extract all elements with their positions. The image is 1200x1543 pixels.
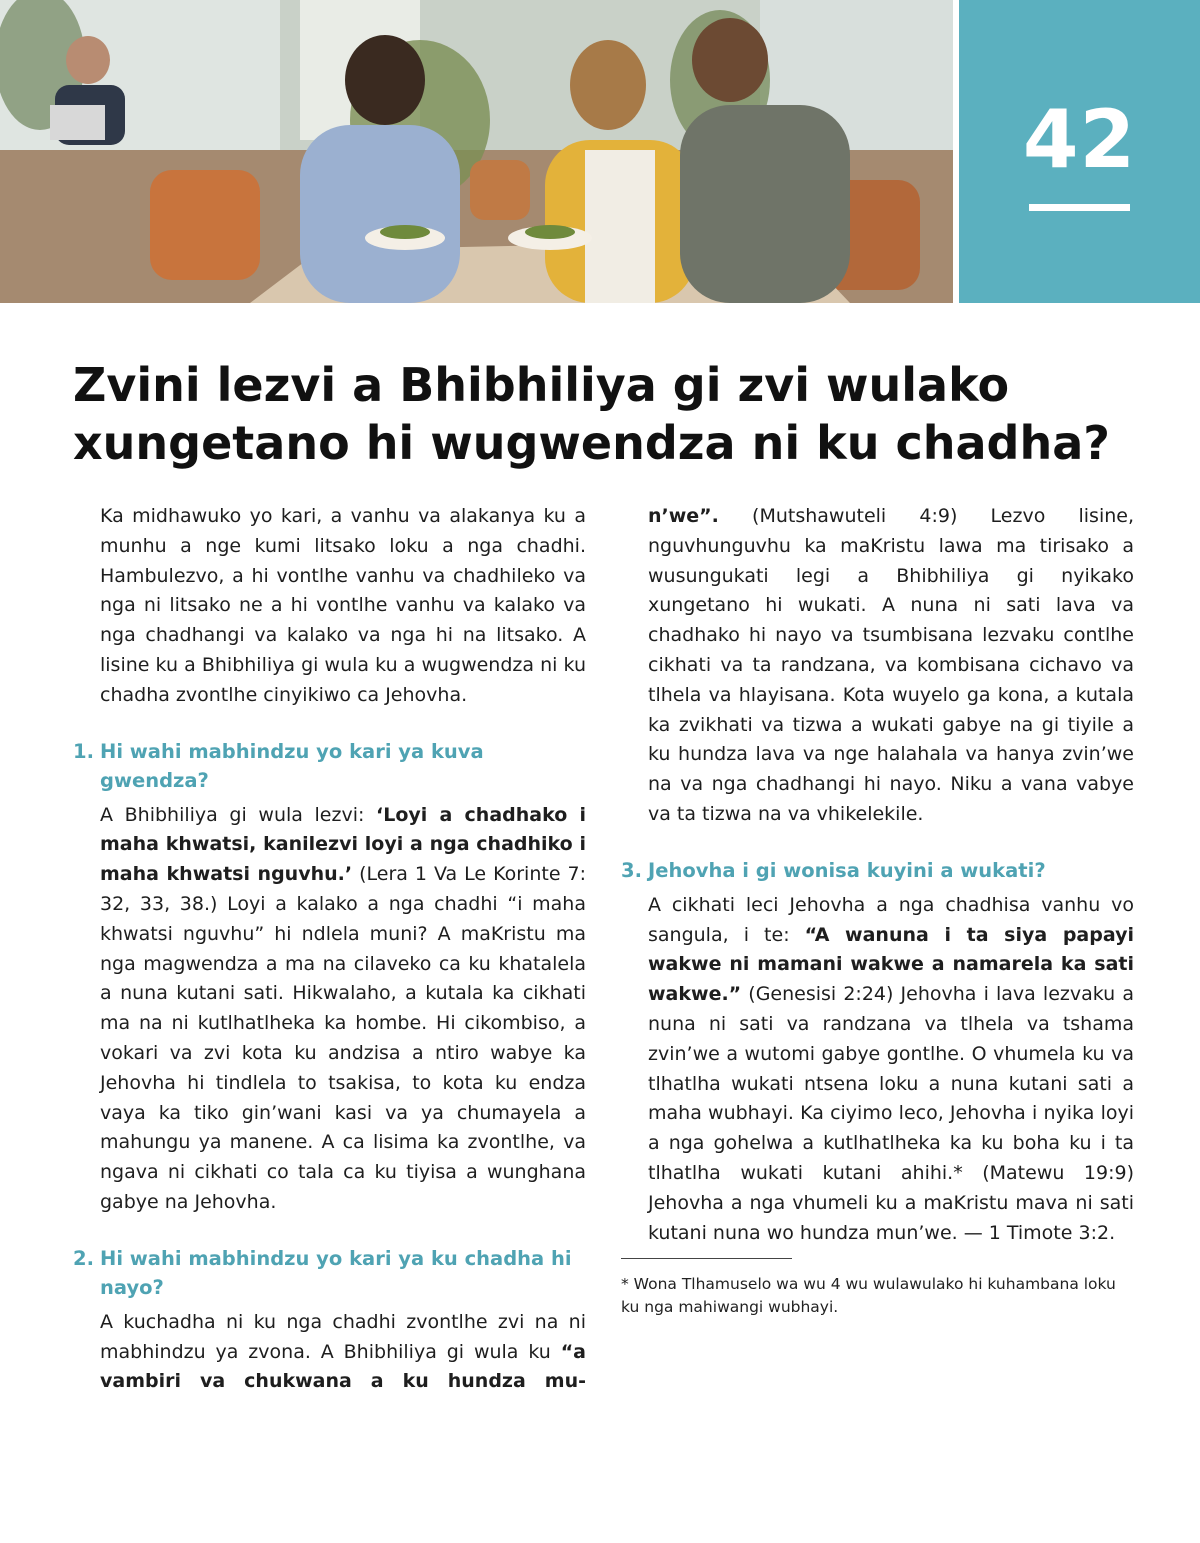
- footnote-divider: [621, 1258, 792, 1259]
- lesson-number: 42: [1022, 93, 1137, 186]
- section-3-question: [621, 856, 1134, 885]
- section-3-question-text: Jehovha i gi wonisa kuyini a wukati?: [648, 858, 1046, 882]
- section-3-text-start: A cikhati leci Jehovha a nga chadhisa vanhu vo sangula, i te:: [648, 893, 1134, 946]
- section-2-scripture-quote-part1: “a vambiri va chukwana a ku hundza mu-: [100, 1340, 586, 1393]
- lesson-number-panel: [959, 0, 1200, 303]
- cafe-photo-icon: [0, 0, 953, 303]
- section-1-scripture-quote: ‘Loyi a chadhako i maha khwatsi, kanilezvi loyi a nga chadhiko i maha khwatsi nguvhu.’: [100, 803, 586, 886]
- section-2-scripture-quote-part2: n’we”.: [648, 505, 719, 527]
- section-2-question: [73, 1244, 586, 1302]
- section-3-number: 3.: [621, 858, 642, 882]
- section-3-paragraph: [621, 891, 1134, 1249]
- section-2-paragraph-continued: [621, 502, 1134, 830]
- section-2-paragraph-start: [73, 1308, 586, 1397]
- right-column: [621, 502, 1134, 1318]
- section-1-question: [73, 737, 586, 795]
- lesson-number-underline: [1029, 204, 1130, 211]
- page-title: Zvini lezvi a Bhibhiliya gi zvi wulako xungetano hi wugwendza ni ku chadha?: [73, 358, 1110, 470]
- section-1-number: 1.: [73, 739, 94, 763]
- section-1-paragraph: [73, 801, 586, 1218]
- section-2-question-text: Hi wahi mabhindzu yo kari ya ku chadha hi nayo?: [100, 1246, 572, 1299]
- intro-paragraph: Ka midhawuko yo kari, a vanhu va alakanya ku a munhu a nge kumi litsako loku a nga chadhi. Hambulezvo, a hi vontlhe vanhu va chadhileko va nga ni litsako ne a hi vontlhe vanhu va kalako va nga chadhangi va kalako va nga hi na litsako. A lisine ku a Bhibhiliya gi wula ku a wugwendza ni ku chadha zvontlhe cinyikiwo ca Jehovha.: [100, 505, 586, 706]
- section-3-text-end: (Genesisi 2:24) Jehovha i lava lezvaku a nuna ni sati va randzana va tlhela va tshama zvin’we a wutomi gabye gontlhe. O vhumela ku va tlhatlha wukati ntsena loku a nuna kutani sati a maha wubhayi. Ka ciyimo leco, Jehovha i nyika loyi a nga gohelwa a kutlhatlheka ka ku boha ku i ta tlhatlha wukati kutani ahihi.* (Matewu 19:9) Jehovha a nga vhumeli ku a maKristu mava ni sati kutani nuna wo hundza mun’we. — 1 Timote 3:2.: [648, 983, 1134, 1244]
- section-1-text-end: (Lera 1 Va Le Korinte 7: 32, 33, 38.) Loyi a kalako a nga chadhi “i maha khwatsi nguvhu” hi ndlela muni? A maKristu ma nga magwendza a ma na cilaveko ca ku khatalela a nuna kutani sati. Hikwalaho, a kutala ka cikhati ma na ni kutlhatlheka ka hombe. Hi cikombiso, a vokari va zvi kota ku andzisa a ntiro wabye ka Jehovha hi tindlela to tsakisa, to kota ku endza vaya ka tiko gin’wani kasi va ya chumayela a mahungu ya manene. A ca lisima ka zvontlhe, va ngava ni cikhati co tala ca ku tiyisa a wunghana gabye na Jehovha.: [100, 863, 586, 1213]
- section-2-number: 2.: [73, 1246, 94, 1270]
- section-2-text-end: (Mutshawuteli 4:9) Lezvo lisine, nguvhunguvhu ka maKristu lawa ma tirisako a wusungukati legi a Bhibhiliya gi nyikako xungetano hi wukati. A nuna ni sati lava va chadhako hi nayo va tsumbisana lezvaku contlhe cikhati va ta randzana, va kombisana cichavo va tlhela va hlayisana. Kota wuyelo ga kona, a kutala ka zvikhati va tizwa a wukati gabye na gi tiyile a ku hundza lava va nge halahala va hanya zvin’we na va nga chadhangi hi nayo. Niku a vana vabye va ta tizwa na va vhikelekile.: [648, 505, 1134, 825]
- left-column: [73, 502, 586, 1397]
- header-photo: [0, 0, 953, 303]
- section-1-text-start: A Bhibhiliya gi wula lezvi:: [100, 803, 377, 826]
- section-2-text-start: A kuchadha ni ku nga chadhi zvontlhe zvi na ni mabhindzu ya zvona. A Bhibhiliya gi wula ku: [100, 1310, 586, 1363]
- section-1-question-text: Hi wahi mabhindzu yo kari ya kuva gwendza?: [100, 739, 484, 792]
- footnote: * Wona Tlhamuselo wa wu 4 wu wulawulako hi kuhambana loku ku nga mahiwangi wubhayi.: [621, 1275, 1116, 1316]
- section-3-scripture-quote: “A wanuna i ta siya papayi wakwe ni mamani wakwe a namarela ka sati wakwe.”: [648, 923, 1134, 1006]
